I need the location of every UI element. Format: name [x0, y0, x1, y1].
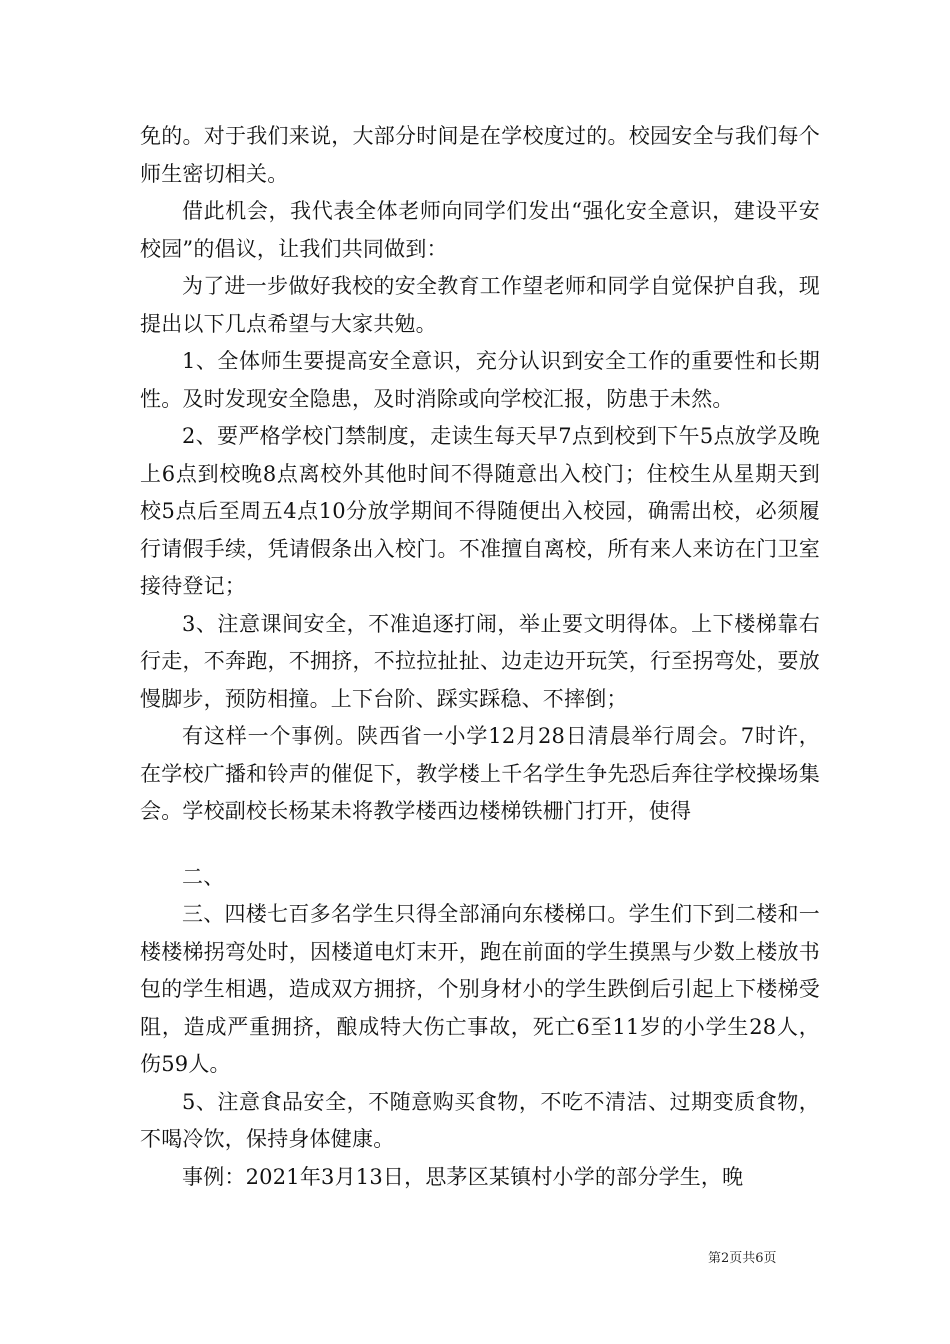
paragraph-example-1: 有这样一个事例。陕西省一小学12月28日清晨举行周会。7时许，在学校广播和铃声的催促下，教学楼上千名学生争先恐后奔往学校操场集会。学校副校长杨某未将教学楼西边楼梯铁栅门打开，使得 — [140, 724, 820, 823]
paragraph-item-3: 3、注意课间安全，不准追逐打闹，举止要文明得体。上下楼梯靠右行走，不奔跑，不拥挤，不拉拉扯扯、边走边开玩笑，行至拐弯处，要放慢脚步，预防相撞。上下台阶、踩实踩稳、不摔倒； — [140, 611, 820, 711]
paragraph-item-5: 5、注意食品安全，不随意购买食物，不吃不清洁、过期变质食物，不喝冷饮，保持身体健康。 — [140, 1089, 820, 1151]
paragraph-item-1: 1、全体师生要提高安全意识，充分认识到安全工作的重要性和长期性。及时发现安全隐患，及时消除或向学校汇报，防患于未然。 — [140, 349, 820, 411]
paragraph-initiative: 借此机会，我代表全体老师向同学们发出“强化安全意识，建设平安校园”的倡议，让我们共同做到： — [140, 199, 820, 261]
document-body — [140, 118, 820, 1196]
paragraph-item-2: 2、要严格学校门禁制度，走读生每天早7点到校到下午5点放学及晚上6点到校晚8点离校外其他时间不得随意出入校门；住校生从星期天到校5点后至周五4点10分放学期间不得随便出入校园，确需出校，必须履行请假手续，凭请假条出入校门。不准擅自离校，所有来人来访在门卫室接待登记； — [140, 424, 820, 598]
paragraph-heading-2: 二、 — [182, 864, 225, 889]
page-number-footer: 第2页共6页 — [708, 1251, 777, 1266]
paragraph-example-1-continued: 三、四楼七百多名学生只得全部涌向东楼梯口。学生们下到二楼和一楼楼梯拐弯处时，因楼道电灯末开，跑在前面的学生摸黑与少数上楼放书包的学生相遇，造成双方拥挤，个别身材小的学生跌倒后引起上下楼梯受阻，造成严重拥挤，酿成特大伤亡事故，死亡6至11岁的小学生28人，伤59人。 — [140, 902, 820, 1076]
paragraph-continuation: 免的。对于我们来说，大部分时间是在学校度过的。校园安全与我们每个师生密切相关。 — [140, 124, 820, 186]
paragraph-example-2: 事例：2021年3月13日，思茅区某镇村小学的部分学生，晚 — [182, 1164, 744, 1189]
paragraph-intro: 为了进一步做好我校的安全教育工作望老师和同学自觉保护自我，现提出以下几点希望与大家共勉。 — [140, 274, 820, 336]
